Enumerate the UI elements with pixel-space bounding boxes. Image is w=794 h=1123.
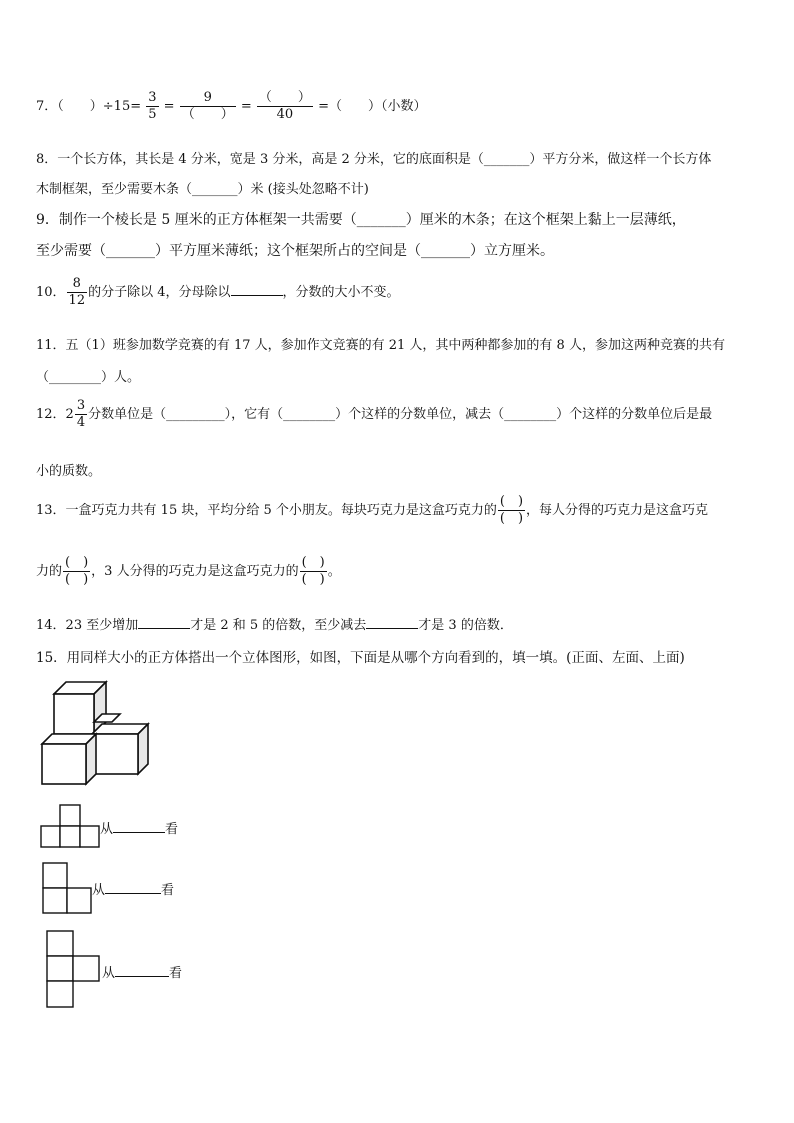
cube-stack-figure <box>36 676 151 786</box>
q12-number: 12．2 <box>36 407 74 422</box>
q7-eq2: = <box>240 99 252 114</box>
q7-number: 7．（ <box>36 99 64 114</box>
question-7 <box>36 90 426 123</box>
q13-text-2a: 力的 <box>36 564 63 579</box>
left-cube-side-face <box>86 734 96 784</box>
view-b-suffix: 看 <box>161 883 175 898</box>
view-b-answer <box>92 879 174 898</box>
question-15: 15．用同样大小的正方体搭出一个立体图形，如图，下面是从哪个方向看到的，填一填。(正面、左面、上面) <box>36 650 685 666</box>
q14-text-1: 14．23 至少增加 <box>36 618 139 633</box>
view-b-prefix: 从 <box>92 883 106 898</box>
question-13-line-2 <box>36 555 341 588</box>
left-cube-front-face <box>42 744 86 784</box>
q7-fraction-1: $\frac{3}{5}$ <box>148 90 157 122</box>
q13-text-1a: 13．一盒巧克力共有 15 块，平均分给 5 个小朋友。每块巧克力是这盒巧克力的 <box>36 503 497 518</box>
q13-blank-fraction-3[interactable]: $\frac{( )}{( )}$ <box>301 555 325 587</box>
question-8-line-1: 8．一个长方体，其长是 4 分米，宽是 3 分米，高是 2 分米，它的底面积是（_______）平方分米，做这样一个长方体 <box>36 152 712 167</box>
q7-fraction-3: $\frac{( )}{40}$ <box>258 90 311 122</box>
view-b-blank[interactable] <box>105 893 161 894</box>
top-cube-front-face <box>54 694 94 734</box>
q13-text-2b: ，3 人分得的巧克力是这盒巧克力的 <box>91 564 299 579</box>
q12-fraction: $\frac{3}{4}$ <box>76 398 86 430</box>
right-cube-side-face <box>138 724 148 774</box>
question-9-line-2: 至少需要（_______）平方厘米薄纸；这个框架所占的空间是（_______）立方厘米。 <box>36 243 554 259</box>
question-11-line-1: 11．五（1）班参加数学竞赛的有 17 人，参加作文竞赛的有 21 人，其中两种都参加的有 8 人，参加这两种竞赛的共有 <box>36 338 725 353</box>
view-b-grid <box>42 862 92 914</box>
q7-fraction-2: $\frac{9}{( )}$ <box>181 90 234 122</box>
question-14 <box>36 614 513 633</box>
right-cube-front-face <box>92 734 138 774</box>
view-c-blank[interactable] <box>115 976 169 977</box>
question-9-line-1: 9．制作一个棱长是 5 厘米的正方体框架一共需要（_______）厘米的木条；在这个框架上黏上一层薄纸， <box>36 212 686 228</box>
view-a-grid <box>40 804 100 848</box>
q10-fraction: $\frac{8}{12}$ <box>68 276 86 308</box>
q13-text-2c: 。 <box>327 564 341 579</box>
question-13-line-1 <box>36 494 708 527</box>
view-a-answer <box>100 818 178 837</box>
q14-text-2: 才是 2 和 5 的倍数，至少减去 <box>190 618 367 633</box>
question-12 <box>36 398 712 431</box>
q14-blank-2[interactable] <box>366 628 418 629</box>
q13-blank-fraction-1[interactable]: $\frac{( )}{( )}$ <box>499 494 524 526</box>
q7-eq3: =（ ）（小数） <box>318 99 427 114</box>
question-12-line-2: 小的质数。 <box>36 464 102 479</box>
view-a-suffix: 看 <box>165 822 179 837</box>
q7-div: ）÷15= <box>89 99 142 114</box>
view-a-prefix: 从 <box>100 822 114 837</box>
q14-text-3: 才是 3 的倍数． <box>418 618 513 633</box>
view-c-grid <box>46 930 102 1008</box>
question-8-line-2: 木制框架，至少需要木条（_______）米 (接头处忽略不计) <box>36 182 369 197</box>
view-a-blank[interactable] <box>113 832 165 833</box>
q13-blank-fraction-2[interactable]: $\frac{( )}{( )}$ <box>65 555 89 587</box>
q10-text-2: ，分数的大小不变。 <box>282 285 400 300</box>
q12-text: 分数单位是（_________），它有（________）个这样的分数单位，减去（________）个这样的分数单位后是最 <box>88 407 713 422</box>
q13-text-1b: ，每人分得的巧克力是这盒巧克 <box>526 503 709 518</box>
view-c-answer <box>102 962 182 981</box>
q10-number: 10． <box>36 285 66 300</box>
view-c-prefix: 从 <box>102 966 116 981</box>
q14-blank-1[interactable] <box>138 628 190 629</box>
view-c-suffix: 看 <box>169 966 183 981</box>
q7-eq1: = <box>163 99 175 114</box>
question-10 <box>36 276 400 309</box>
question-11-line-2: （________）人。 <box>36 370 141 385</box>
q10-blank[interactable] <box>231 295 283 296</box>
q10-text-1: 的分子除以 4，分母除以 <box>88 285 231 300</box>
